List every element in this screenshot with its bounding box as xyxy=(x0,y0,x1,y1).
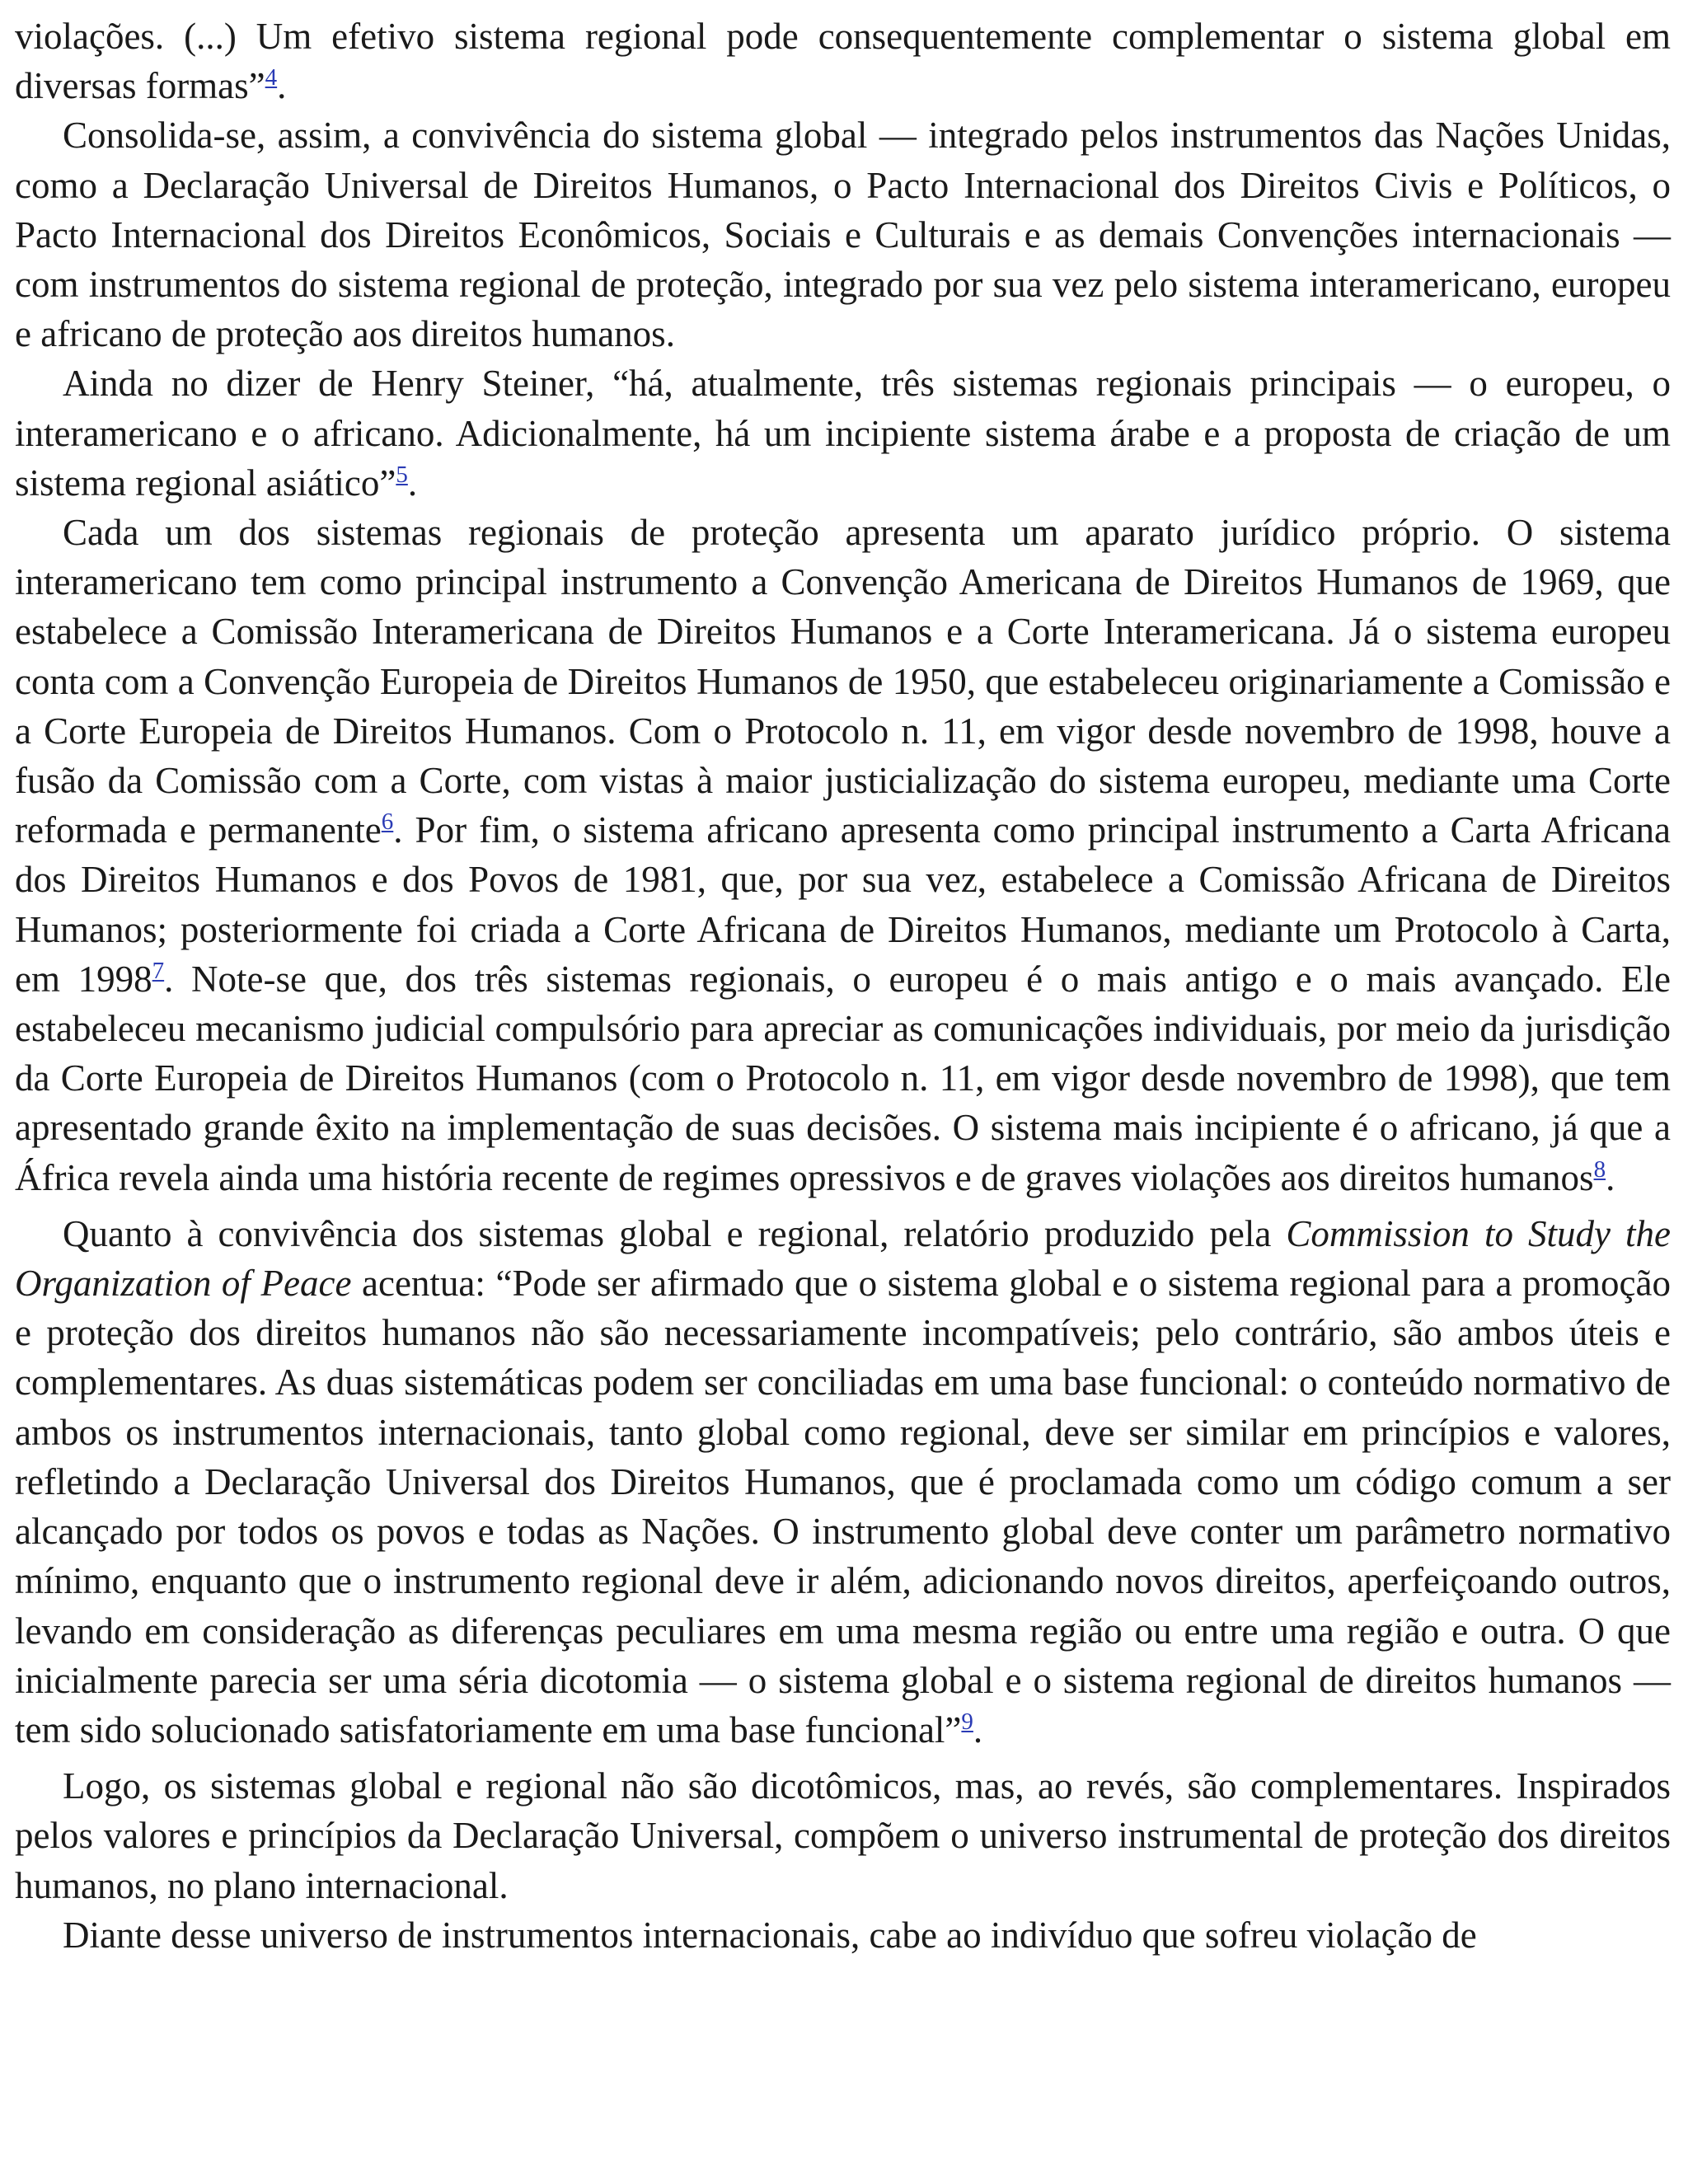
paragraph xyxy=(15,359,1671,508)
text-run: acentua: “Pode ser afirmado que o sistema global e o sistema regional para a promoção e proteção dos direitos humanos não são necessariamente incompatíveis; pelo contrário, são ambos úteis e complementares. As duas sistemáticas podem ser conciliadas em uma base funcional: o conteúdo normativo de ambos os instrumentos internacionais, tanto global como regional, deve ser similar em princípios e valores, refletindo a Declaração Universal dos Direitos Humanos, que é proclamada como um código comum a ser alcançado por todos os povos e todas as Nações. O instrumento global deve conter um parâmetro normativo mínimo, enquanto que o instrumento regional deve ir além, adicionando novos direitos, aperfeiçoando outros, levando em consideração as diferenças peculiares em uma mesma região ou entre uma região e outra. O que inicialmente parecia ser uma séria dicotomia — o sistema global e o sistema regional de direitos humanos — tem sido solucionado satisfatoriamente em uma base funcional” xyxy=(15,1263,1671,1750)
footnote-link[interactable]: 8 xyxy=(1593,1155,1606,1183)
italic-text: Commission to Study the Organization of Peace xyxy=(15,1212,1671,1305)
text-run: Ainda no dizer de Henry Steiner, “há, atualmente, três sistemas regionais principais — o europeu, o interamericano e o africano. Adicionalmente, há um incipiente sistema árabe e a proposta de criação de um sistema regional asiático” xyxy=(15,363,1671,504)
paragraph xyxy=(15,1209,1671,1755)
footnote-link[interactable]: 9 xyxy=(961,1708,973,1735)
text-run: Cada um dos sistemas regionais de proteção apresenta um aparato jurídico próprio. O sistema interamericano tem como principal instrumento a Convenção Americana de Direitos Humanos de 1969, que estabelece a Comissão Interamericana de Direitos Humanos e a Corte Interamericana. Já o sistema europeu conta com a Convenção Europeia de Direitos Humanos de 1950, que estabeleceu originariamente a Comissão e a Corte Europeia de Direitos Humanos. Com o Protocolo n. 11, em vigor desde novembro de 1998, houve a fusão da Comissão com a Corte, com vistas à maior justicialização do sistema europeu, mediante uma Corte reformada e permanente xyxy=(15,512,1671,851)
paragraph xyxy=(15,110,1671,359)
text-run: Logo, os sistemas global e regional não são dicotômicos, mas, ao revés, são complementares. Inspirados pelos valores e princípios da Declaração Universal, compõem o universo instrumental de proteção dos direitos humanos, no plano internacional. xyxy=(15,1765,1671,1906)
footnote-link[interactable]: 4 xyxy=(265,64,278,91)
text-run: Quanto à convivência dos sistemas global e regional, relatório produzido pela xyxy=(63,1212,1287,1254)
footnote-link[interactable]: 7 xyxy=(152,957,165,984)
text-run: . xyxy=(1606,1156,1615,1198)
footnote-link[interactable]: 6 xyxy=(381,808,394,836)
text-run: Consolida-se, assim, a convivência do sistema global — integrado pelos instrumentos das Nações Unidas, como a Declaração Universal de Direitos Humanos, o Pacto Internacional dos Direitos Civis e Políticos, o Pacto Internacional dos Direitos Econômicos, Sociais e Culturais e as demais Convenções internacionais — com instrumentos do sistema regional de proteção, integrado por sua vez pelo sistema interamericano, europeu e africano de proteção aos direitos humanos. xyxy=(15,115,1671,355)
paragraph xyxy=(15,12,1671,110)
document-body xyxy=(15,12,1671,1960)
paragraph xyxy=(15,1910,1671,1960)
paragraph xyxy=(15,508,1671,1202)
text-run: violações. (...) Um efetivo sistema regional pode consequentemente complementar o sistema global em diversas formas” xyxy=(15,16,1671,107)
text-run: . Note-se que, dos três sistemas regionais, o europeu é o mais antigo e o mais avançado. Ele estabeleceu mecanismo judicial compulsório para apreciar as comunicações individuais, por meio da jurisdição da Corte Europeia de Direitos Humanos (com o Protocolo n. 11, em vigor desde novembro de 1998), que tem apresentado grande êxito na implementação de suas decisões. O sistema mais incipiente é o africano, já que a África revela ainda uma história recente de regimes opressivos e de graves violações aos direitos humanos xyxy=(15,958,1671,1198)
text-run: Diante desse universo de instrumentos internacionais, cabe ao indivíduo que sofreu violação de xyxy=(63,1914,1477,1956)
text-run: . Por fim, o sistema africano apresenta como principal instrumento a Carta Africana dos Direitos Humanos e dos Povos de 1981, que, por sua vez, estabelece a Comissão Africana de Direitos Humanos; posteriormente foi criada a Corte Africana de Direitos Humanos, mediante um Protocolo à Carta, em 1998 xyxy=(15,809,1671,1000)
footnote-link[interactable]: 5 xyxy=(396,461,408,488)
text-run: . xyxy=(407,462,418,504)
text-run: . xyxy=(973,1708,983,1750)
text-run: . xyxy=(277,65,287,107)
paragraph xyxy=(15,1761,1671,1910)
